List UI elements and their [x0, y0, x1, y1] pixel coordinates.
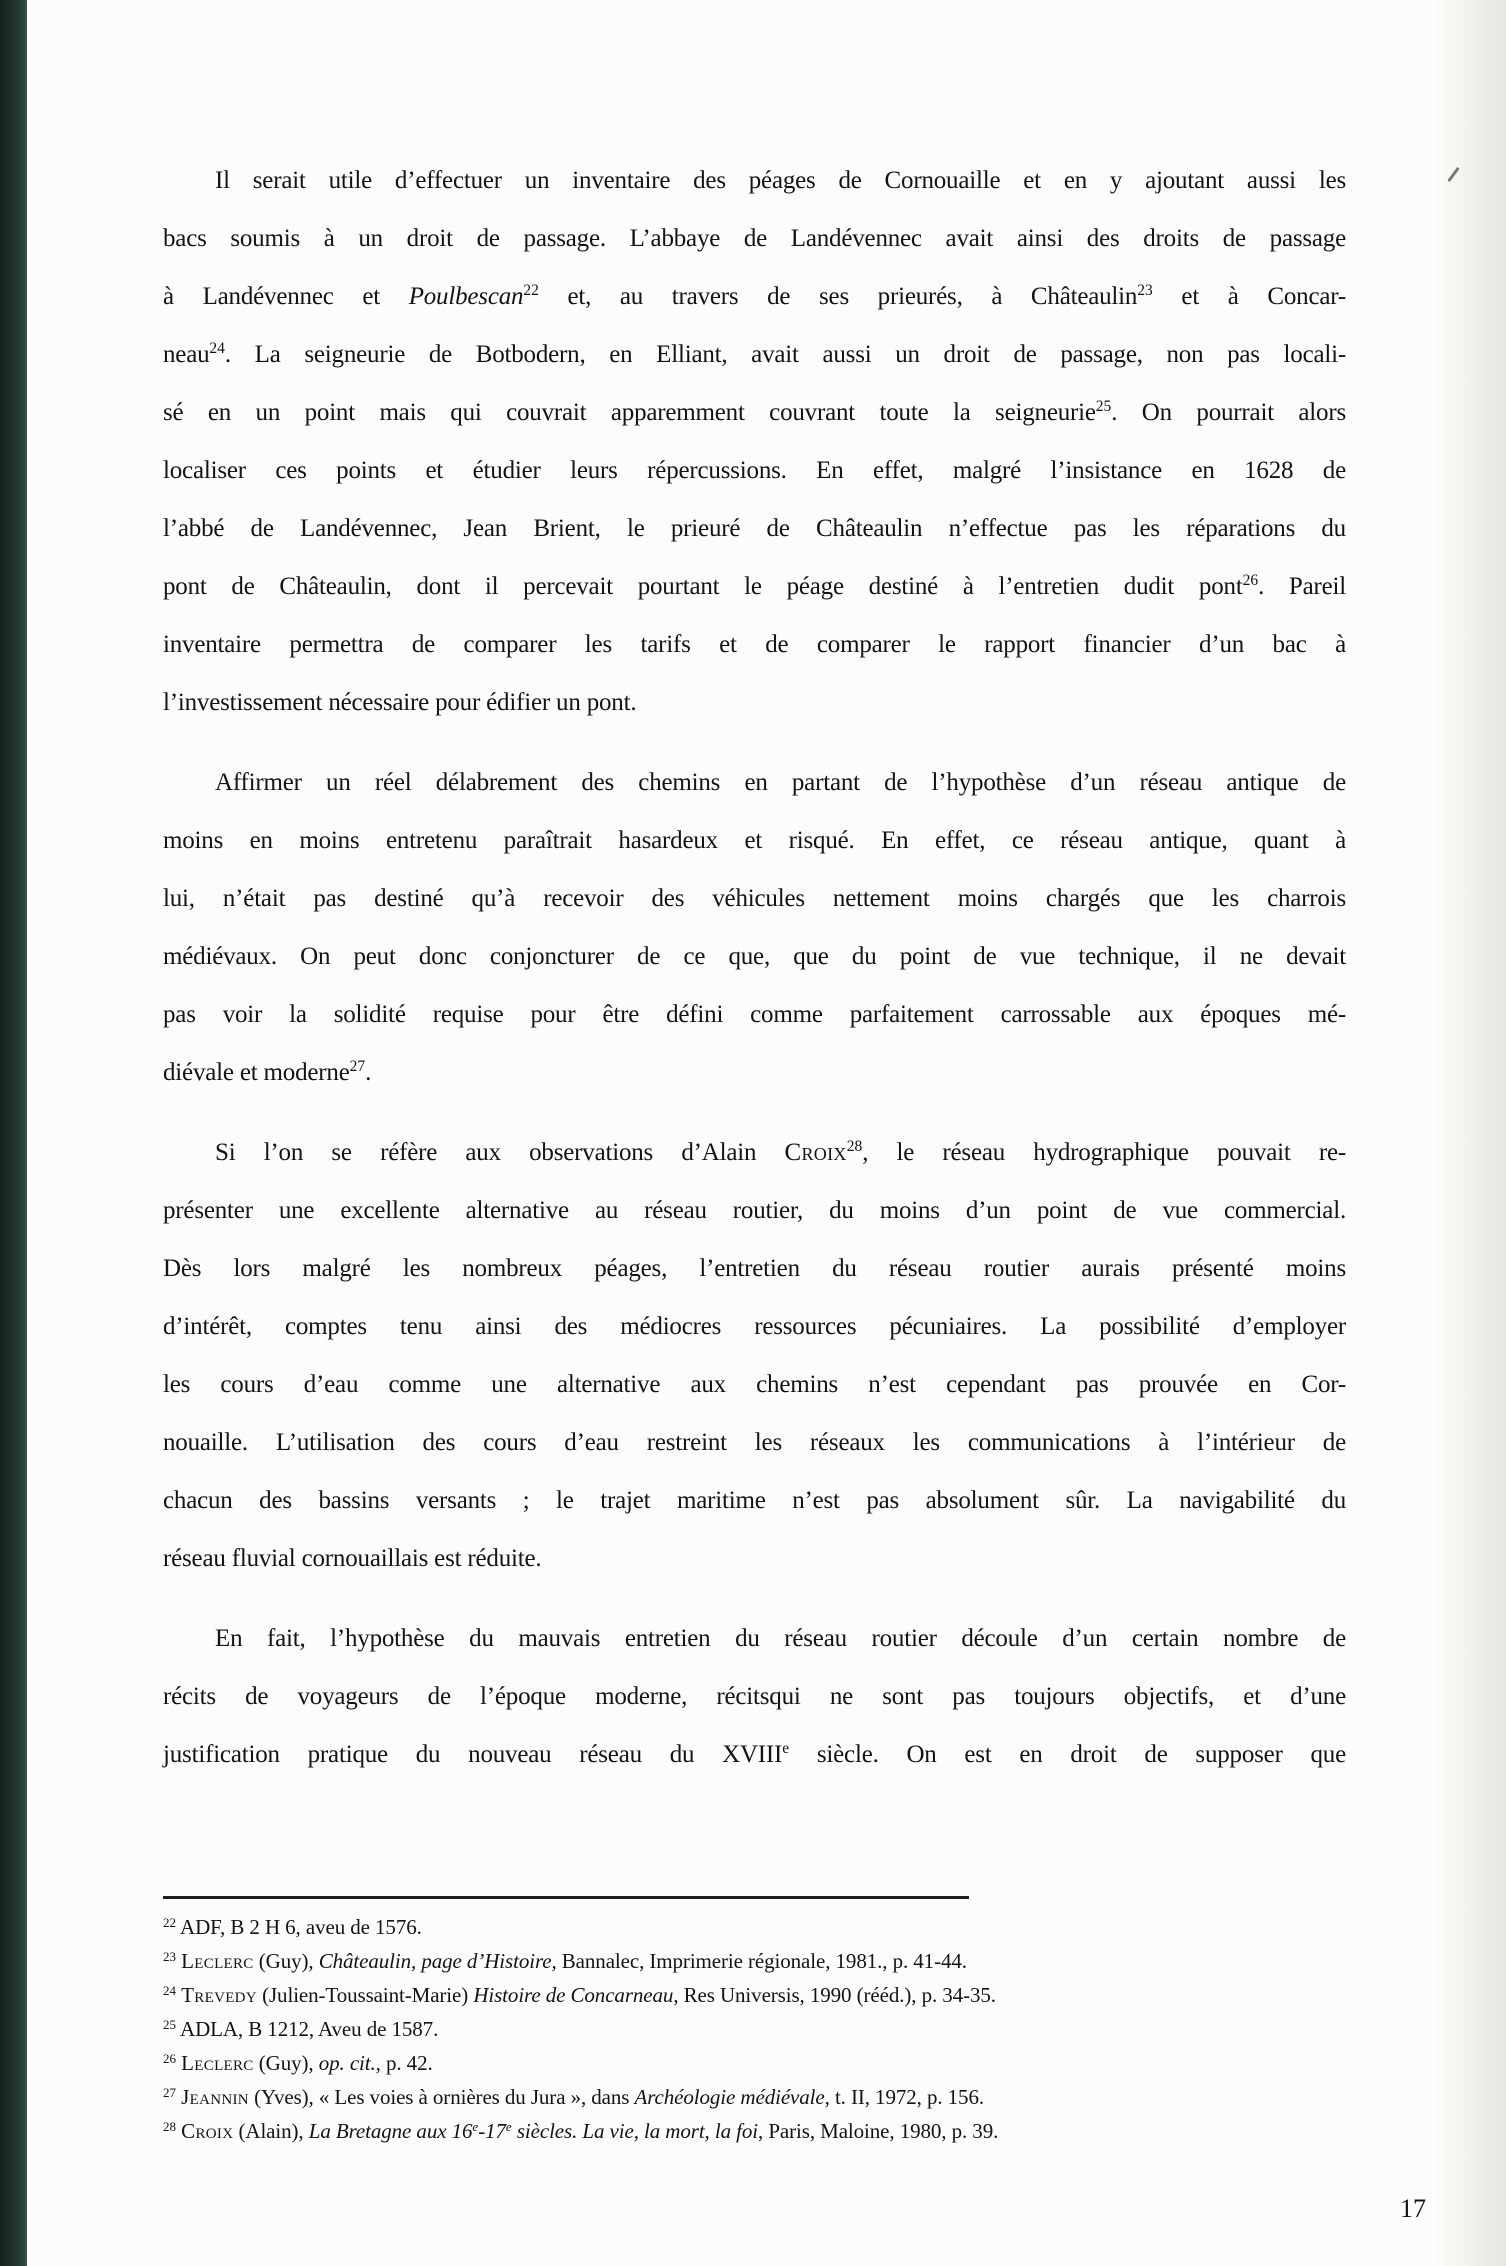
text-segment: 23 [1137, 282, 1153, 300]
text-segment: . La seigneurie de Botbodern, en Elliant, avait aussi un droit de passage, non pas locali- [224, 341, 1346, 368]
scan-artifact-mark [1447, 167, 1459, 183]
text-segment: , t. II, 1972, p. 156. [824, 2085, 985, 2109]
text-line [163, 1298, 1346, 1356]
text-segment: 27 [349, 1058, 366, 1076]
text-segment: 23 [163, 1948, 177, 1964]
footnote [163, 2114, 1346, 2148]
text-block [163, 152, 1346, 1806]
text-segment: e [472, 2118, 479, 2134]
text-line [163, 1124, 1346, 1182]
text-line [163, 870, 1346, 928]
text-segment: 26 [163, 2050, 177, 2066]
text-segment: moins en moins entretenu paraîtrait hasardeux et risqué. En effet, ce réseau antique, quant à [163, 827, 1346, 854]
text-segment: neau [163, 341, 210, 368]
text-segment: Il serait utile d’effectuer un inventaire des péages de Cornouaille et en y ajoutant aussi les [215, 167, 1346, 194]
text-line [163, 754, 1346, 812]
text-line [163, 1182, 1346, 1240]
text-line [163, 558, 1346, 616]
text-segment: pas voir la solidité requise pour être défini comme parfaitement carrossable aux époques mé- [163, 1001, 1346, 1028]
text-line [163, 674, 1346, 732]
text-segment: siècles. La vie, la mort, la foi [511, 2119, 759, 2143]
text-line [163, 616, 1346, 674]
text-segment: Bannalec, Imprimerie régionale, 1981., p. 41-44. [556, 1949, 967, 1973]
text-segment: 26 [1242, 572, 1259, 590]
paragraph [163, 152, 1346, 732]
text-segment: réseau fluvial cornouaillais est réduite. [163, 1545, 542, 1572]
text-line [163, 442, 1346, 500]
footnote-separator [163, 1896, 969, 1899]
text-segment: 25 [163, 2016, 177, 2032]
text-segment: Jeannin [181, 2085, 249, 2109]
text-segment: 28 [163, 2118, 177, 2134]
text-line [163, 384, 1346, 442]
text-line [163, 1610, 1346, 1668]
text-line [163, 1472, 1346, 1530]
text-segment: (Yves), « Les voies à ornières du Jura », dans [248, 2085, 635, 2109]
footnote-area [163, 1896, 1346, 2148]
text-line [163, 268, 1346, 326]
text-line [163, 812, 1346, 870]
text-segment: ADF, B 2 H 6, aveu de 1576. [176, 1915, 422, 1939]
text-line [163, 986, 1346, 1044]
text-line [163, 210, 1346, 268]
text-line [163, 326, 1346, 384]
text-line [163, 152, 1346, 210]
text-segment: chacun des bassins versants ; le trajet maritime n’est pas absolument sûr. La navigabilité du [163, 1487, 1346, 1514]
text-segment: pont de Châteaulin, dont il percevait pourtant le péage destiné à l’entretien dudit pont [163, 573, 1243, 600]
footnote [163, 1944, 1346, 1978]
text-segment: justification pratique du nouveau réseau du XVIII [163, 1741, 783, 1768]
text-segment: . Pareil [1258, 573, 1347, 600]
footnote [163, 2046, 1346, 2080]
text-line [163, 500, 1346, 558]
text-line [163, 1240, 1346, 1298]
footnote [163, 2080, 1346, 2114]
text-segment: Leclerc [181, 2051, 254, 2075]
footnote [163, 1910, 1346, 1944]
text-segment: 22 [523, 282, 539, 300]
text-segment: Affirmer un réel délabrement des chemins en partant de l’hypothèse d’un réseau antique de [215, 769, 1346, 796]
footnotes-list [163, 1910, 1346, 2148]
text-segment: -17 [478, 2119, 506, 2143]
text-segment: , p. 42. [375, 2051, 433, 2075]
text-segment: l’abbé de Landévennec, Jean Brient, le prieuré de Châteaulin n’effectue pas les réparations du [163, 515, 1346, 542]
footnote [163, 2012, 1346, 2046]
text-segment: localiser ces points et étudier leurs répercussions. En effet, malgré l’insistance en 1628 de [163, 457, 1346, 484]
text-segment: op. cit. [318, 2051, 376, 2075]
paragraph [163, 1610, 1346, 1784]
text-segment: La Bretagne aux 16 [308, 2119, 473, 2143]
text-segment: d’intérêt, comptes tenu ainsi des médiocres ressources pécuniaires. La possibilité d’employer [163, 1313, 1346, 1340]
text-segment: 28 [846, 1138, 863, 1156]
text-segment: . On pourrait alors [1111, 399, 1346, 426]
text-line [163, 1414, 1346, 1472]
text-segment: (Alain), [233, 2119, 309, 2143]
text-segment: e [505, 2118, 512, 2134]
text-segment: 24 [163, 1982, 177, 1998]
text-segment: e [782, 1740, 790, 1758]
text-segment: , le réseau hydrographique pouvait re- [862, 1139, 1346, 1166]
text-segment: (Guy), [253, 1949, 319, 1973]
text-segment: 24 [209, 340, 225, 358]
text-line [163, 1530, 1346, 1588]
text-segment: Trevedy [181, 1983, 257, 2007]
text-segment: . [365, 1059, 372, 1086]
text-segment: diévale et moderne [163, 1059, 350, 1086]
text-segment: siècle. On est en droit de supposer que [789, 1741, 1346, 1768]
text-segment: récits de voyageurs de l’époque moderne, récitsqui ne sont pas toujours objectifs, et d’une [163, 1683, 1346, 1710]
text-line [163, 1356, 1346, 1414]
text-segment: à Landévennec et [163, 283, 409, 310]
text-segment: et, au travers de ses prieurés, à Châteaulin [538, 283, 1138, 310]
paragraph [163, 1124, 1346, 1588]
page-number: 17 [1400, 2194, 1426, 2223]
text-segment: ADLA, B 1212, Aveu de 1587. [176, 2017, 439, 2041]
scan-right-shading [1426, 0, 1506, 2266]
text-line [163, 928, 1346, 986]
text-segment: (Julien-Toussaint-Marie) [256, 1983, 474, 2007]
text-line [163, 1044, 1346, 1102]
text-segment: Leclerc [181, 1949, 254, 1973]
text-segment: Si l’on se réfère aux observations d’Alain [215, 1139, 785, 1166]
text-segment: Dès lors malgré les nombreux péages, l’entretien du réseau routier aurais présenté moins [163, 1255, 1346, 1282]
text-segment: En fait, l’hypothèse du mauvais entretien du réseau routier découle d’un certain nombre de [215, 1625, 1346, 1652]
text-segment: médiévaux. On peut donc conjoncturer de ce que, que du point de vue technique, il ne devait [163, 943, 1346, 970]
text-segment: présenter une excellente alternative au réseau routier, du moins d’un point de vue commercial. [163, 1197, 1346, 1224]
text-segment: , Paris, Maloine, 1980, p. 39. [758, 2119, 999, 2143]
text-segment: nouaille. L’utilisation des cours d’eau restreint les réseaux les communications à l’intérieur de [163, 1429, 1346, 1456]
text-line [163, 1726, 1346, 1784]
text-segment: 27 [163, 2084, 177, 2100]
text-segment: lui, n’était pas destiné qu’à recevoir des véhicules nettement moins chargés que les charrois [163, 885, 1346, 912]
text-segment: , Res Universis, 1990 (rééd.), p. 34-35. [673, 1983, 996, 2007]
text-segment: bacs soumis à un droit de passage. L’abbaye de Landévennec avait ainsi des droits de passage [163, 225, 1346, 252]
text-segment: inventaire permettra de comparer les tarifs et de comparer le rapport financier d’un bac à [163, 631, 1346, 658]
text-segment: (Guy), [253, 2051, 319, 2075]
footnote [163, 1978, 1346, 2012]
text-segment: l’investissement nécessaire pour édifier un pont. [163, 689, 637, 716]
paragraph [163, 754, 1346, 1102]
text-segment: 22 [163, 1914, 177, 1930]
text-segment: Croix [784, 1139, 847, 1166]
text-line [163, 1668, 1346, 1726]
text-segment: 25 [1095, 398, 1112, 416]
text-segment: Châteaulin, page d’Histoire, [318, 1949, 557, 1973]
text-segment: Croix [181, 2119, 234, 2143]
text-segment: Poulbescan [408, 283, 524, 310]
text-segment: Histoire de Concarneau [473, 1983, 674, 2007]
text-segment: Archéologie médiévale [634, 2085, 825, 2109]
text-segment: sé en un point mais qui couvrait apparemment couvrant toute la seigneurie [163, 399, 1096, 426]
book-edge-stripe [0, 0, 27, 2266]
text-segment: les cours d’eau comme une alternative aux chemins n’est cependant pas prouvée en Cor- [163, 1371, 1346, 1398]
text-segment: et à Concar- [1152, 283, 1346, 310]
